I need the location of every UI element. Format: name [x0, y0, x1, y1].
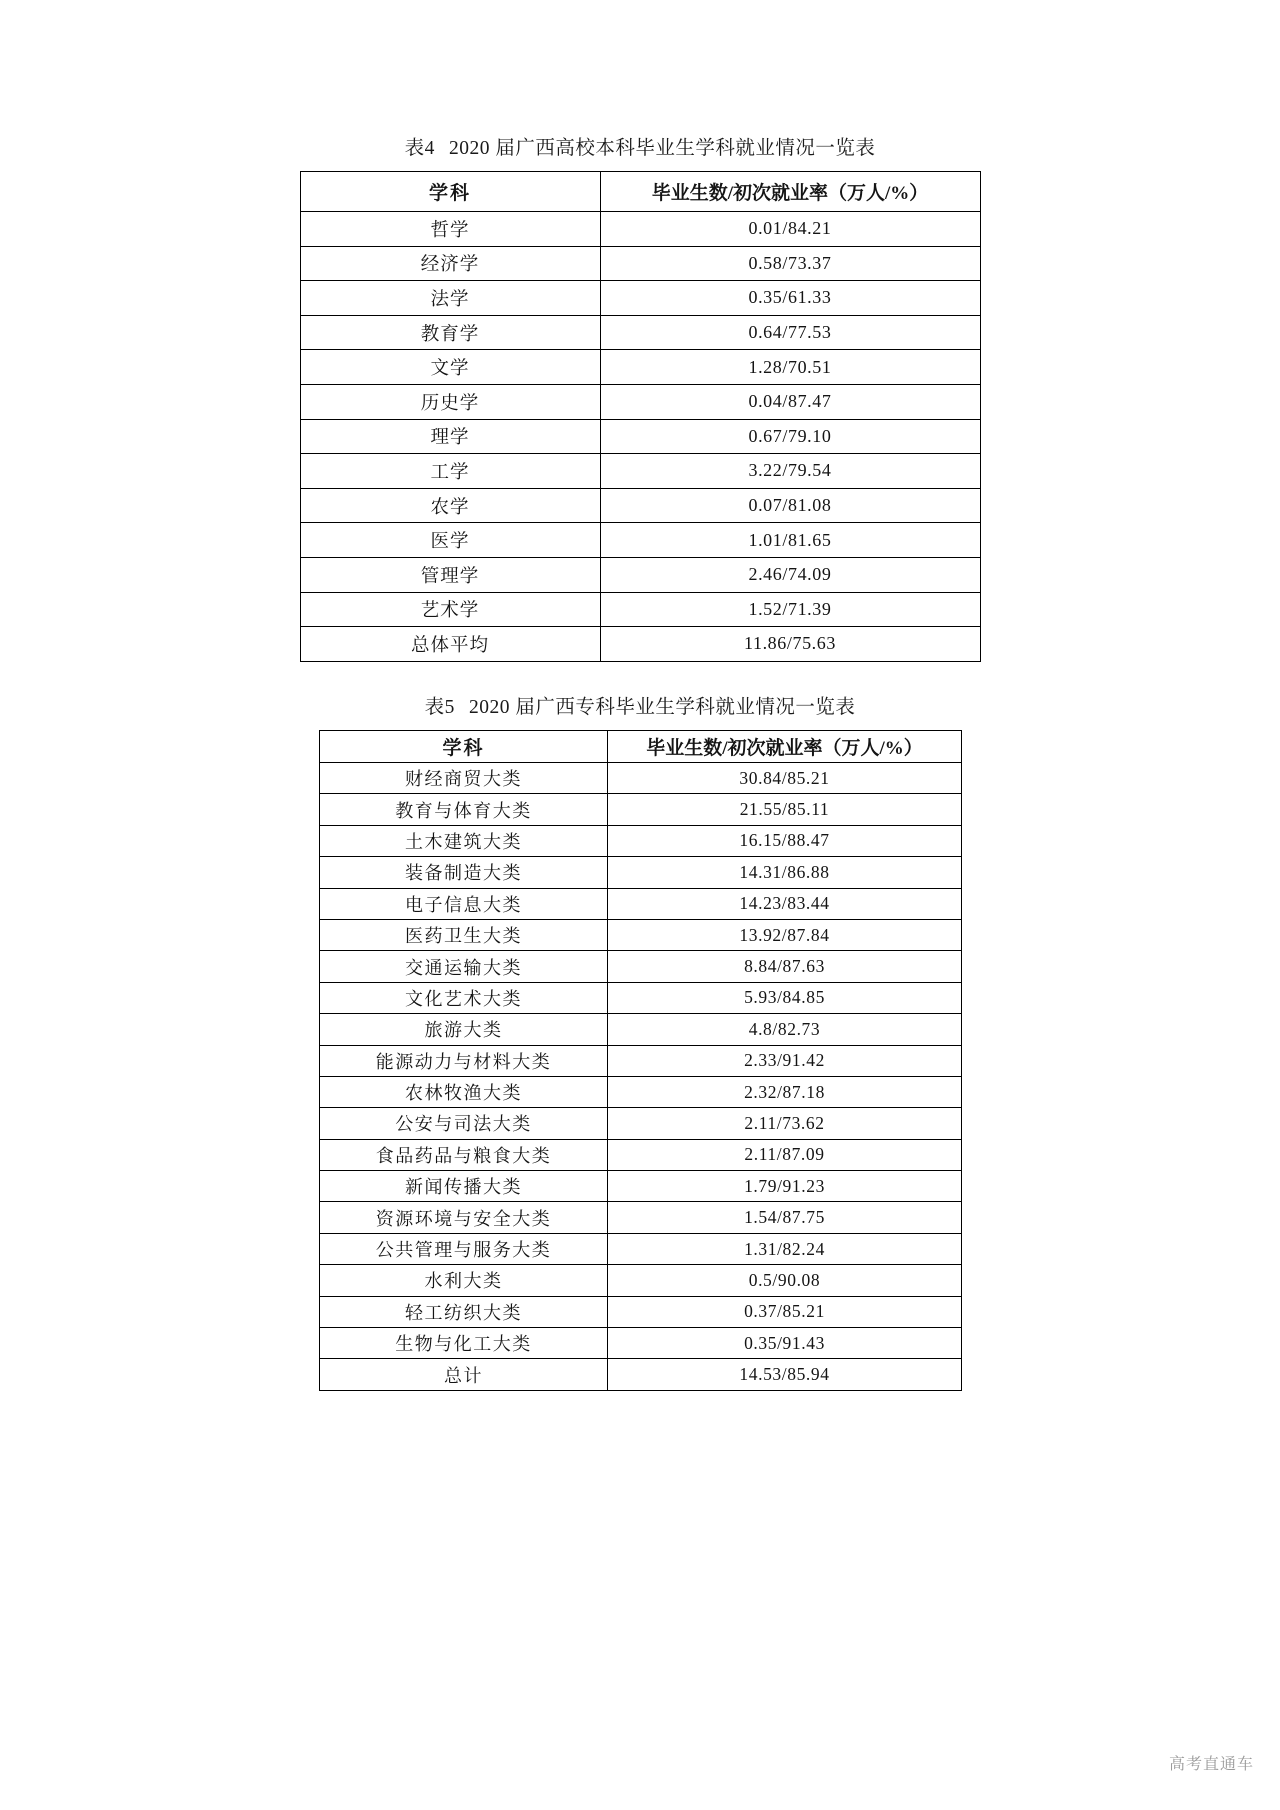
- table-5-subject-cell: 教育与体育大类: [320, 794, 608, 825]
- table-row: [320, 1076, 962, 1107]
- table-5-subject-cell: 轻工纺织大类: [320, 1296, 608, 1327]
- table-5-value-cell: 0.5/90.08: [608, 1265, 962, 1296]
- table-5-value-cell: 8.84/87.63: [608, 951, 962, 982]
- table-5-subject-cell: 生物与化工大类: [320, 1328, 608, 1359]
- table-row: [320, 919, 962, 950]
- table-5-caption-text: 2020 届广西专科毕业生学科就业情况一览表: [468, 697, 856, 718]
- table-5-subject-cell: 土木建筑大类: [320, 825, 608, 856]
- table-5-subject-cell: 医药卫生大类: [320, 919, 608, 950]
- table-5-subject-cell: 公共管理与服务大类: [320, 1233, 608, 1264]
- table-5-subject-cell: 交通运输大类: [320, 951, 608, 982]
- table-5-value-cell: 2.11/87.09: [608, 1139, 962, 1170]
- table-4-value-cell: 1.28/70.51: [600, 350, 980, 385]
- table-4-subject-cell: 艺术学: [300, 592, 600, 627]
- table-5-value-cell: 14.31/86.88: [608, 857, 962, 888]
- table-4-body: [300, 212, 980, 662]
- table-5-subject-cell: 农林牧渔大类: [320, 1076, 608, 1107]
- table-row: [300, 315, 980, 350]
- table-row: [300, 454, 980, 489]
- table-row: [300, 627, 980, 662]
- table-5-value-cell: 2.33/91.42: [608, 1045, 962, 1076]
- table-row: [320, 1171, 962, 1202]
- table-row: [320, 1359, 962, 1390]
- table-5-value-cell: 14.23/83.44: [608, 888, 962, 919]
- table-4-block: [0, 132, 1280, 662]
- table-4-value-cell: 1.52/71.39: [600, 592, 980, 627]
- table-row: [320, 1045, 962, 1076]
- table-5-value-cell: 13.92/87.84: [608, 919, 962, 950]
- table-4-caption-label: 表4: [404, 138, 435, 159]
- table-row: [320, 794, 962, 825]
- table-5-subject-cell: 新闻传播大类: [320, 1171, 608, 1202]
- table-row: [320, 982, 962, 1013]
- table-row: [320, 825, 962, 856]
- table-4-header-value: 毕业生数/初次就业率（万人/%）: [600, 172, 980, 212]
- table-5-subject-cell: 装备制造大类: [320, 857, 608, 888]
- table-row: [320, 1108, 962, 1139]
- table-5: [319, 730, 962, 1391]
- table-5-value-cell: 30.84/85.21: [608, 763, 962, 794]
- table-5-subject-cell: 水利大类: [320, 1265, 608, 1296]
- table-5-caption-label: 表5: [424, 697, 455, 718]
- table-row: [320, 1328, 962, 1359]
- table-4-value-cell: 0.58/73.37: [600, 246, 980, 281]
- table-5-subject-cell: 财经商贸大类: [320, 763, 608, 794]
- table-row: [300, 523, 980, 558]
- table-5-value-cell: 1.79/91.23: [608, 1171, 962, 1202]
- table-row: [300, 419, 980, 454]
- table-5-value-cell: 21.55/85.11: [608, 794, 962, 825]
- table-4-subject-cell: 历史学: [300, 384, 600, 419]
- table-row: [300, 592, 980, 627]
- table-5-value-cell: 0.35/91.43: [608, 1328, 962, 1359]
- table-4-value-cell: 11.86/75.63: [600, 627, 980, 662]
- table-4-value-cell: 3.22/79.54: [600, 454, 980, 489]
- table-4-value-cell: 0.64/77.53: [600, 315, 980, 350]
- table-5-subject-cell: 旅游大类: [320, 1014, 608, 1045]
- table-4-subject-cell: 文学: [300, 350, 600, 385]
- table-4-header-row: [300, 172, 980, 212]
- table-5-value-cell: 16.15/88.47: [608, 825, 962, 856]
- table-4-subject-cell: 总体平均: [300, 627, 600, 662]
- table-4-subject-cell: 工学: [300, 454, 600, 489]
- table-row: [300, 350, 980, 385]
- table-4-subject-cell: 农学: [300, 488, 600, 523]
- table-5-header-subject: 学科: [320, 731, 608, 763]
- table-4-value-cell: 0.07/81.08: [600, 488, 980, 523]
- table-4-value-cell: 2.46/74.09: [600, 557, 980, 592]
- table-row: [300, 384, 980, 419]
- table-row: [300, 557, 980, 592]
- table-5-subject-cell: 文化艺术大类: [320, 982, 608, 1013]
- watermark: 高考直通车: [1168, 1756, 1254, 1773]
- table-4-subject-cell: 管理学: [300, 557, 600, 592]
- table-5-subject-cell: 电子信息大类: [320, 888, 608, 919]
- table-4-value-cell: 1.01/81.65: [600, 523, 980, 558]
- table-row: [320, 1296, 962, 1327]
- table-4-subject-cell: 教育学: [300, 315, 600, 350]
- table-4-subject-cell: 法学: [300, 281, 600, 316]
- table-5-body: [320, 763, 962, 1391]
- table-row: [300, 246, 980, 281]
- table-4-header-subject: 学科: [300, 172, 600, 212]
- table-5-value-cell: 4.8/82.73: [608, 1014, 962, 1045]
- table-5-caption: [0, 691, 1280, 719]
- table-4: [300, 171, 981, 662]
- table-4-value-cell: 0.04/87.47: [600, 384, 980, 419]
- table-5-header-row: [320, 731, 962, 763]
- table-5-subject-cell: 资源环境与安全大类: [320, 1202, 608, 1233]
- table-row: [320, 888, 962, 919]
- table-row: [320, 1014, 962, 1045]
- table-4-subject-cell: 医学: [300, 523, 600, 558]
- table-4-subject-cell: 理学: [300, 419, 600, 454]
- table-4-caption: [0, 132, 1280, 160]
- table-5-subject-cell: 食品药品与粮食大类: [320, 1139, 608, 1170]
- table-5-value-cell: 1.31/82.24: [608, 1233, 962, 1264]
- table-4-value-cell: 0.35/61.33: [600, 281, 980, 316]
- table-4-caption-text: 2020 届广西高校本科毕业生学科就业情况一览表: [448, 138, 876, 159]
- table-5-header-value: 毕业生数/初次就业率（万人/%）: [608, 731, 962, 763]
- table-4-value-cell: 0.67/79.10: [600, 419, 980, 454]
- table-5-value-cell: 2.11/73.62: [608, 1108, 962, 1139]
- table-row: [300, 281, 980, 316]
- table-4-subject-cell: 哲学: [300, 212, 600, 247]
- table-5-value-cell: 5.93/84.85: [608, 982, 962, 1013]
- table-row: [320, 857, 962, 888]
- table-5-value-cell: 2.32/87.18: [608, 1076, 962, 1107]
- table-row: [320, 763, 962, 794]
- table-row: [300, 212, 980, 247]
- table-row: [300, 488, 980, 523]
- table-4-subject-cell: 经济学: [300, 246, 600, 281]
- table-row: [320, 1202, 962, 1233]
- table-row: [320, 951, 962, 982]
- table-5-value-cell: 0.37/85.21: [608, 1296, 962, 1327]
- table-5-subject-cell: 总计: [320, 1359, 608, 1390]
- table-row: [320, 1265, 962, 1296]
- table-4-value-cell: 0.01/84.21: [600, 212, 980, 247]
- table-5-subject-cell: 能源动力与材料大类: [320, 1045, 608, 1076]
- table-5-value-cell: 14.53/85.94: [608, 1359, 962, 1390]
- table-5-value-cell: 1.54/87.75: [608, 1202, 962, 1233]
- table-5-block: [0, 691, 1280, 1391]
- table-5-subject-cell: 公安与司法大类: [320, 1108, 608, 1139]
- table-row: [320, 1139, 962, 1170]
- table-row: [320, 1233, 962, 1264]
